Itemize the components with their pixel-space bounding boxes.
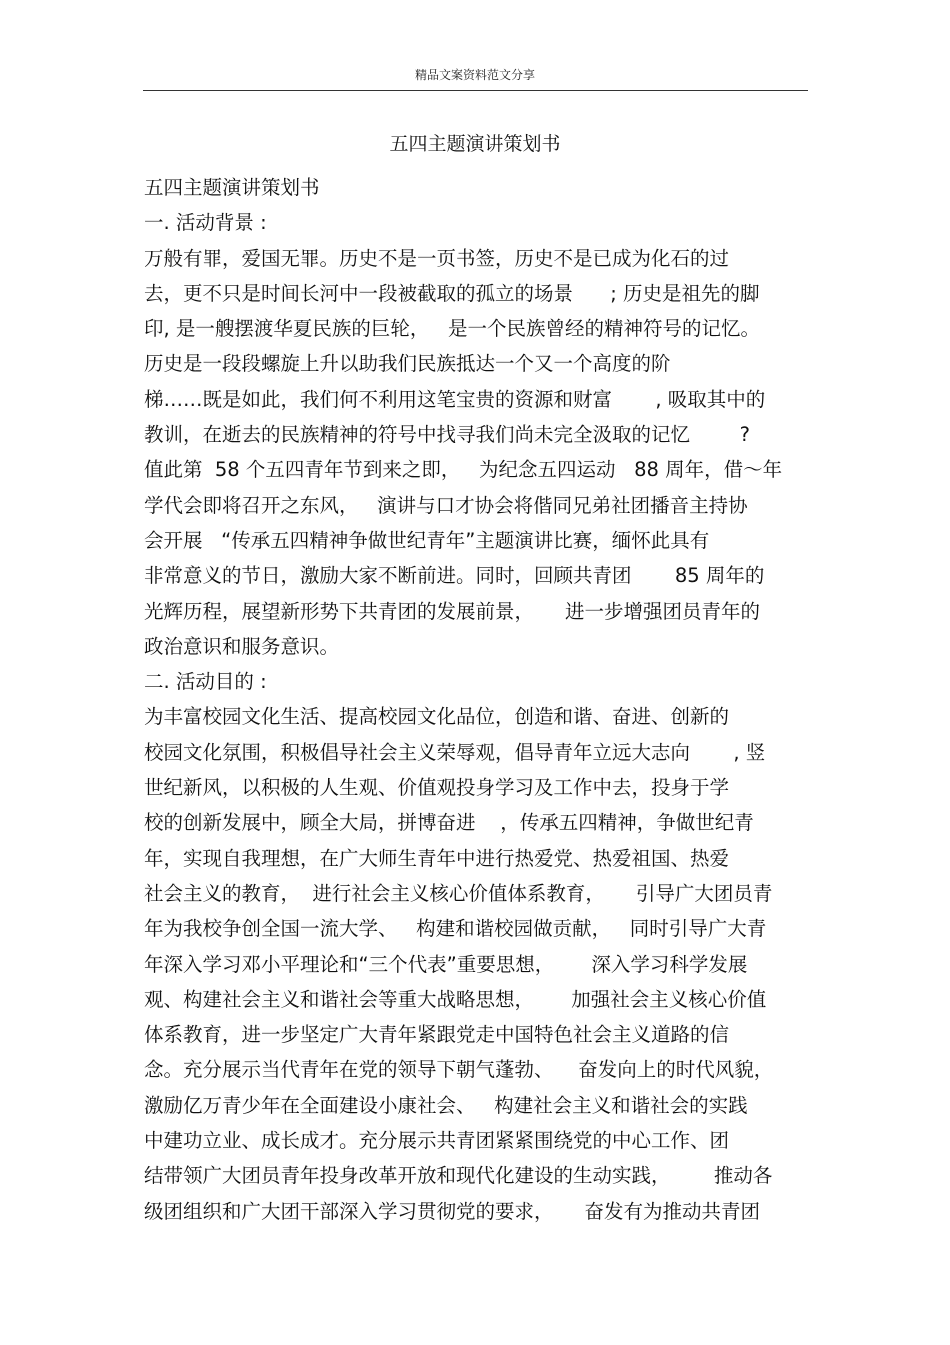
- body-line: 五四主题演讲策划书: [144, 176, 320, 199]
- header-divider: [143, 90, 808, 91]
- body-line: 激励亿万青少年在全面建设小康社会、 构建社会主义和谐社会的实践: [144, 1093, 748, 1117]
- body-line: 念。充分展示当代青年在党的领导下朝气蓬勃、 奋发向上的时代风貌，: [144, 1058, 774, 1082]
- body-line: 社会主义的教育， 进行社会主义核心价值体系教育， 引导广大团员青: [144, 881, 773, 905]
- body-line: 政治意识和服务意识。: [144, 634, 340, 658]
- body-line: 教训，在逝去的民族精神的符号中找寻我们尚未完全汲取的记忆 ?: [144, 423, 750, 447]
- body-line: 值此第 58 个五四青年节到来之即， 为纪念五四运动 88 周年，借～年: [144, 458, 783, 482]
- document-title: 五四主题演讲策划书: [389, 133, 561, 155]
- body-line: 印, 是一艘摆渡华夏民族的巨轮， 是一个民族曾经的精神符号的记忆。: [144, 317, 760, 341]
- body-line: 校园文化氛围，积极倡导社会主义荣辱观，倡导青年立远大志向 , 竖: [144, 740, 766, 764]
- body-line: 体系教育，进一步坚定广大青年紧跟党走中国特色社会主义道路的信: [144, 1023, 730, 1047]
- page-header: 精品文案资料范文分享: [414, 68, 535, 82]
- section-heading: 一. 活动背景 :: [144, 211, 267, 235]
- body-line: 级团组织和广大团干部深入学习贯彻党的要求， 奋发有为推动共青团: [144, 1199, 760, 1223]
- body-line: 年，实现自我理想，在广大师生青年中进行热爱党、热爱祖国、热爱: [144, 846, 730, 870]
- body-line: 光辉历程，展望新形势下共青团的发展前景， 进一步增强团员青年的: [144, 599, 760, 623]
- body-line: 中建功立业、成长成才。充分展示共青团紧紧围绕党的中心工作、团: [144, 1129, 730, 1153]
- body-line: 结带领广大团员青年投身改革开放和现代化建设的生动实践， 推动各: [144, 1164, 773, 1188]
- document-body: [144, 170, 808, 1229]
- section-heading: 二. 活动目的 :: [144, 670, 267, 694]
- body-line: 观、构建社会主义和谐社会等重大战略思想， 加强社会主义核心价值: [144, 987, 767, 1011]
- body-line: 梯……既是如此，我们何不利用这笔宝贵的资源和财富 , 吸取其中的: [144, 387, 766, 411]
- body-line: 会开展 “传承五四精神争做世纪青年”主题演讲比赛，缅怀此具有: [144, 528, 710, 552]
- body-line: 去，更不只是时间长河中一段被截取的孤立的场景 ; 历史是祖先的脚: [144, 281, 760, 305]
- body-line: 年为我校争创全国一流大学、 构建和谐校园做贡献， 同时引导广大青: [144, 917, 767, 941]
- body-line: 校的创新发展中，顾全大局，拼博奋进 ，传承五四精神，争做世纪青: [144, 811, 754, 835]
- body-line: 年深入学习邓小平理论和“三个代表”重要思想， 深入学习科学发展: [144, 952, 748, 976]
- body-line: 为丰富校园文化生活、提高校园文化品位，创造和谐、奋进、创新的: [144, 705, 730, 729]
- body-line: 非常意义的节日，激励大家不断前进。同时，回顾共青团 85 周年的: [144, 564, 765, 588]
- body-line: 学代会即将召开之东风， 演讲与口才协会将偕同兄弟社团播音主持协: [144, 493, 748, 517]
- body-line: 万般有罪，爱国无罪。历史不是一页书签，历史不是已成为化石的过: [144, 246, 730, 270]
- body-line: 历史是一段段螺旋上升以助我们民族抵达一个又一个高度的阶: [144, 352, 671, 376]
- body-line: 世纪新风，以积极的人生观、价值观投身学习及工作中去，投身于学: [144, 776, 730, 800]
